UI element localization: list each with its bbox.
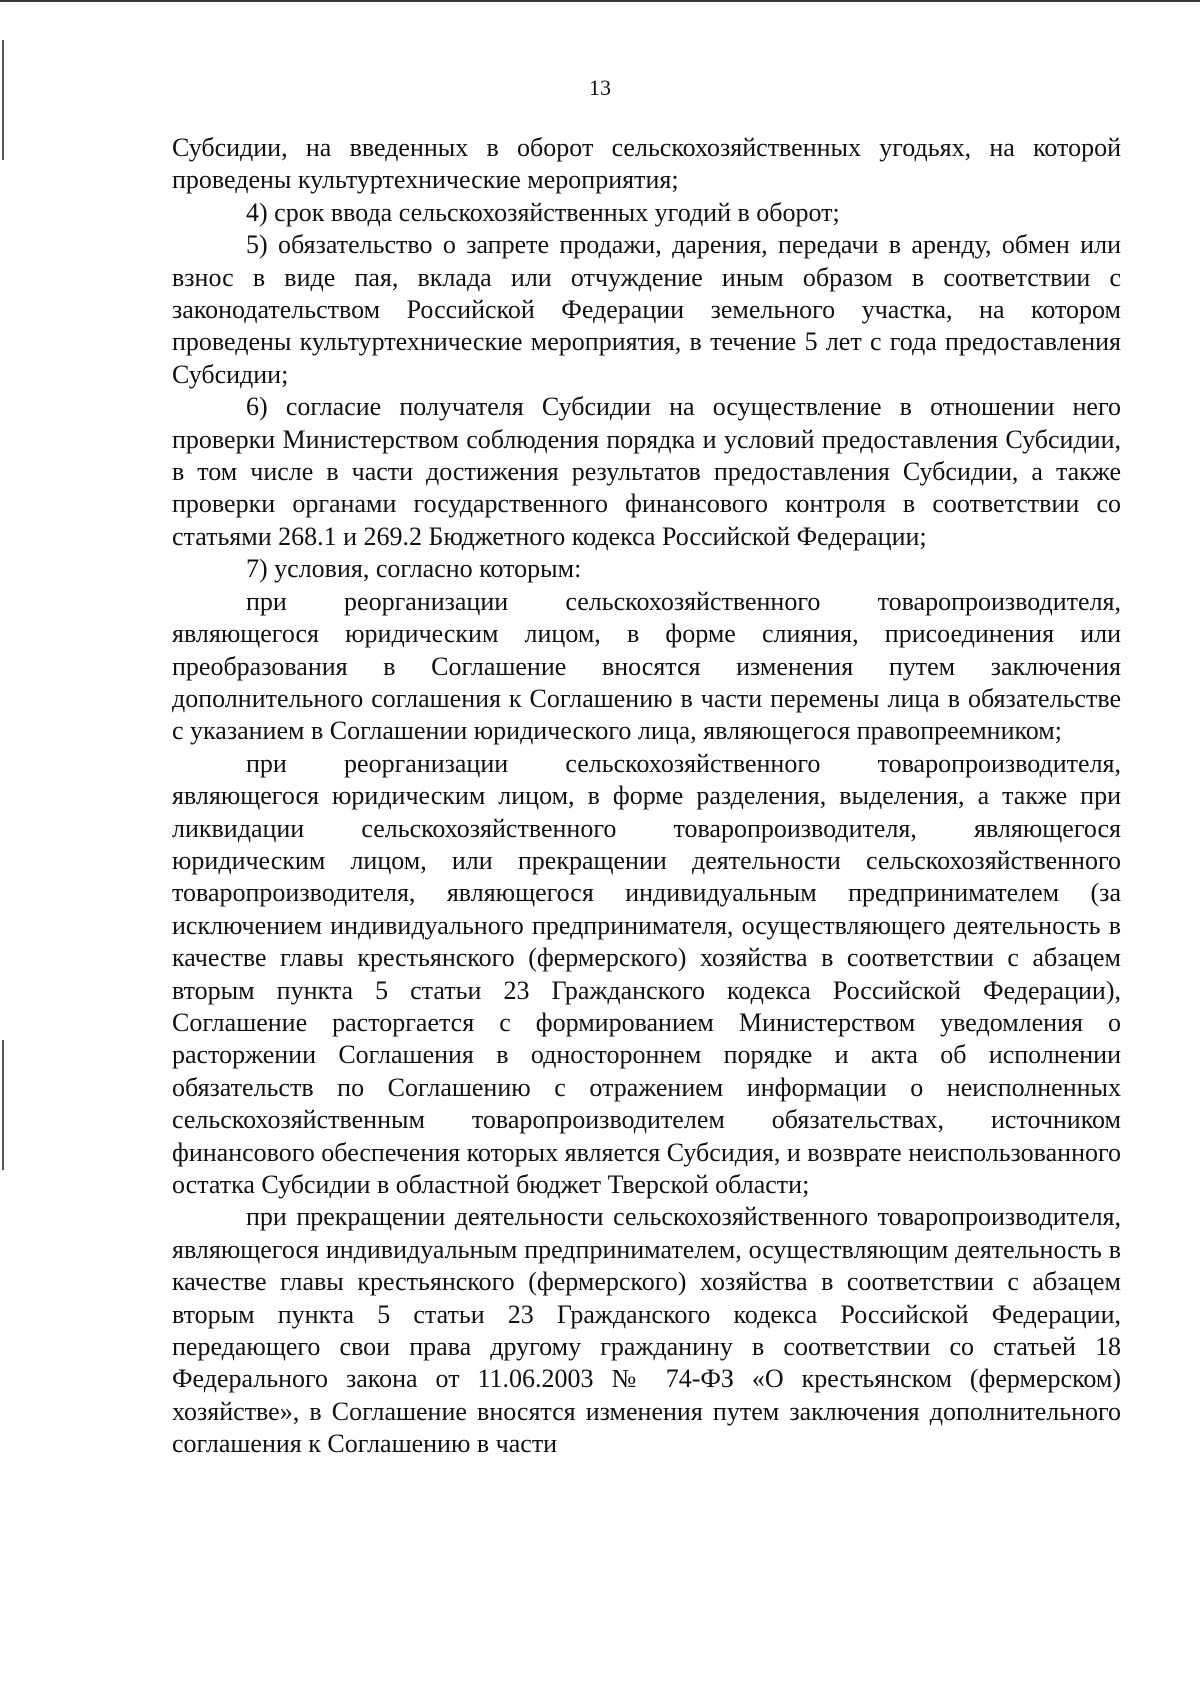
paragraph: при реорганизации сельскохозяйственного товаропроизводителя, являющегося юридическим лицом, в форме слияния, присоединения или преобразования в Соглашение вносятся изменения путем заключения дополнительного соглашения к Соглашению в части перемены лица в обязательстве с указанием в Соглашении юридического лица, являющегося правопреемником; bbox=[172, 586, 1121, 746]
paragraph: Субсидии, на введенных в оборот сельскохозяйственных угодьях, на которой проведены культуртехнические мероприятия; bbox=[172, 133, 1121, 195]
document-body bbox=[172, 132, 1121, 1461]
scan-edge-left bbox=[2, 1040, 4, 1170]
scan-edge-top bbox=[0, 0, 1200, 2]
paragraph: при прекращении деятельности сельскохозяйственного товаропроизводителя, являющегося индивидуальным предпринимателем, осуществляющим деятельность в качестве главы крестьянского (фермерского) хозяйства в соответствии с абзацем вторым пункта 5 статьи 23 Гражданского кодекса Российской Федерации, передающего свои права другому гражданину в соответствии со статьей 18 Федерального закона от 11.06.2003 № 74-ФЗ «О крестьянском (фермерском) хозяйстве», в Соглашение вносятся изменения путем заключения дополнительного соглашения к Соглашению в части bbox=[172, 1202, 1121, 1459]
paragraph: 7) условия, согласно которым: bbox=[246, 554, 582, 584]
paragraph: 4) срок ввода сельскохозяйственных угодий в оборот; bbox=[246, 197, 840, 227]
paragraph: при реорганизации сельскохозяйственного товаропроизводителя, являющегося юридическим лицом, в форме разделения, выделения, а также при ликвидации сельскохозяйственного товаропроизводителя, являющегося юридическим лицом, или прекращении деятельности сельскохозяйственного товаропроизводителя, являющегося индивидуальным предпринимателем (за исключением индивидуального предпринимателя, осуществляющего деятельность в качестве главы крестьянского (фермерского) хозяйства в соответствии с абзацем вторым пункта 5 статьи 23 Гражданского кодекса Российской Федерации), Соглашение расторгается с формированием Министерством уведомления о расторжении Соглашения в одностороннем порядке и акта об исполнении обязательств по Соглашению с отражением информации о неисполненных сельскохозяйственным товаропроизводителем обязательствах, источником финансового обеспечения которых является Субсидия, и возврате неиспользованного остатка Субсидии в областной бюджет Тверской области; bbox=[172, 748, 1121, 1199]
paragraph: 6) согласие получателя Субсидии на осуществление в отношении него проверки Министерством соблюдения порядка и условий предоставления Субсидии, в том числе в части достижения результатов предоставления Субсидии, а также проверки органами государственного финансового контроля в соответствии со статьями 268.1 и 269.2 Бюджетного кодекса Российской Федерации; bbox=[172, 392, 1121, 551]
paragraph: 5) обязательство о запрете продажи, дарения, передачи в аренду, обмен или взнос в виде пая, вклада или отчуждение иным образом в соответствии с законодательством Российской Федерации земельного участка, на котором проведены культуртехнические мероприятия, в течение 5 лет с года предоставления Субсидии; bbox=[172, 230, 1121, 389]
page-number: 13 bbox=[589, 75, 611, 100]
